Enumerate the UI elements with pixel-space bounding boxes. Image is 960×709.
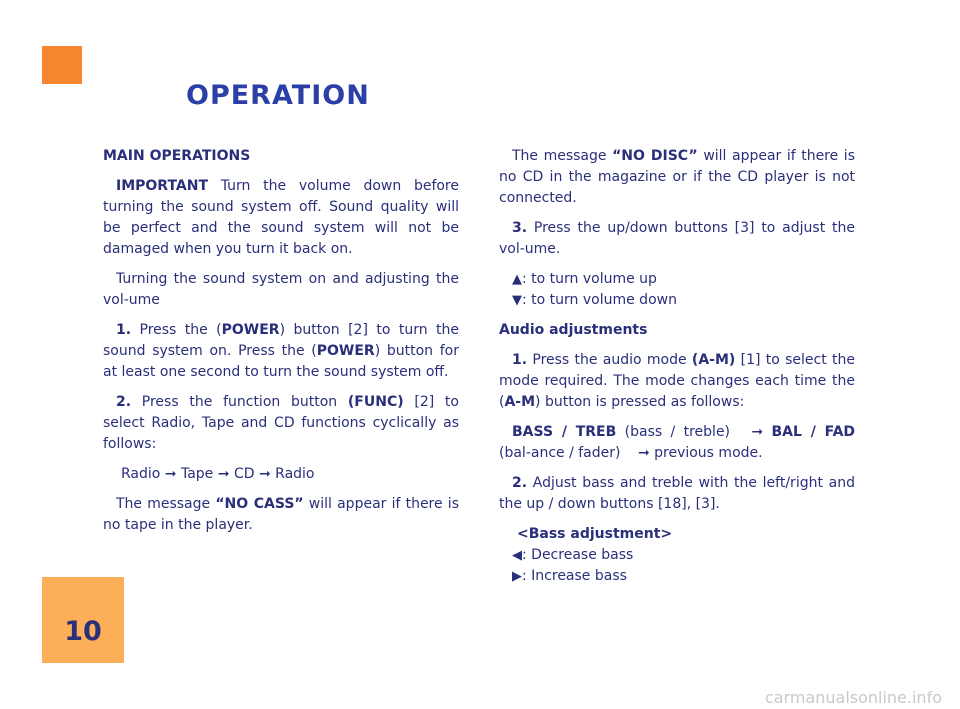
func-label: (FUNC) — [347, 394, 404, 410]
arrow-right-icon: ➞ — [751, 424, 764, 440]
bass-adjustment-heading: <Bass adjustment> — [517, 526, 673, 542]
left-column — [103, 146, 459, 545]
important-paragraph: IMPORTANT Turn the volume down before turning the sound system off. Sound quality will be perfect and the sound system will not be damaged when you turn it back on. — [103, 178, 459, 257]
arrow-right-icon: ➞ — [217, 466, 230, 482]
no-disc-paragraph: The message “NO DISC” will appear if there is no CD in the magazine or if the CD player is not connected. — [499, 148, 855, 206]
turning-on-paragraph: Turning the sound system on and adjusting the vol-ume — [103, 271, 459, 308]
audio-step1-paragraph: 1. Press the audio mode (A-M) [1] to select the mode required. The mode changes each time the (A-M) button is pressed as follows: — [499, 352, 855, 410]
volume-up-line: ▲: to turn volume up — [499, 269, 855, 290]
audio-step2-paragraph: 2. Adjust bass and treble with the left/right and the up / down buttons [18], [3]. — [499, 475, 855, 512]
arrow-right-icon: ➞ — [258, 466, 271, 482]
arrow-right-icon: ➞ — [637, 445, 650, 461]
am-label: (A-M) — [691, 352, 736, 368]
important-label: IMPORTANT — [116, 178, 209, 194]
mode-cycle-paragraph: BASS / TREB (bass / treble) ➞ BAL / FAD (bal-ance / fader) ➞ previous mode. — [499, 422, 855, 464]
am-label: A-M — [504, 394, 536, 410]
power-label: POWER — [316, 343, 375, 359]
bass-decrease-line: ◀: Decrease bass — [499, 545, 855, 566]
no-cass-message: “NO CASS” — [215, 496, 304, 512]
bass-increase-line: ▶: Increase bass — [499, 566, 855, 587]
page-title: OPERATION — [186, 80, 370, 111]
power-label: POWER — [221, 322, 280, 338]
triangle-left-icon: ◀ — [512, 548, 522, 563]
triangle-up-icon: ▲ — [512, 272, 522, 287]
triangle-down-icon: ▼ — [512, 293, 522, 308]
audio-adjustments-heading: Audio adjustments — [499, 322, 648, 338]
triangle-right-icon: ▶ — [512, 569, 522, 584]
page-number: 10 — [64, 616, 102, 647]
corner-accent-square — [42, 46, 82, 84]
main-operations-heading: MAIN OPERATIONS — [103, 148, 251, 164]
step2-paragraph: 2. Press the function button (FUNC) [2] to select Radio, Tape and CD functions cyclically as follows: — [103, 394, 459, 452]
right-column — [499, 146, 855, 587]
function-cycle: Radio ➞ Tape ➞ CD ➞ Radio — [103, 464, 459, 485]
arrow-right-icon: ➞ — [164, 466, 177, 482]
no-cass-paragraph: The message “NO CASS” will appear if there is no tape in the player. — [103, 496, 459, 533]
volume-down-line: ▼: to turn volume down — [499, 290, 855, 311]
no-disc-message: “NO DISC” — [612, 148, 698, 164]
step1-paragraph: 1. Press the (POWER) button [2] to turn the sound system on. Press the (POWER) button for at least one second to turn the sound system off. — [103, 322, 459, 380]
watermark: carmanualsonline.info — [764, 688, 942, 707]
step3-paragraph: 3. Press the up/down buttons [3] to adjust the vol-ume. — [499, 220, 855, 257]
